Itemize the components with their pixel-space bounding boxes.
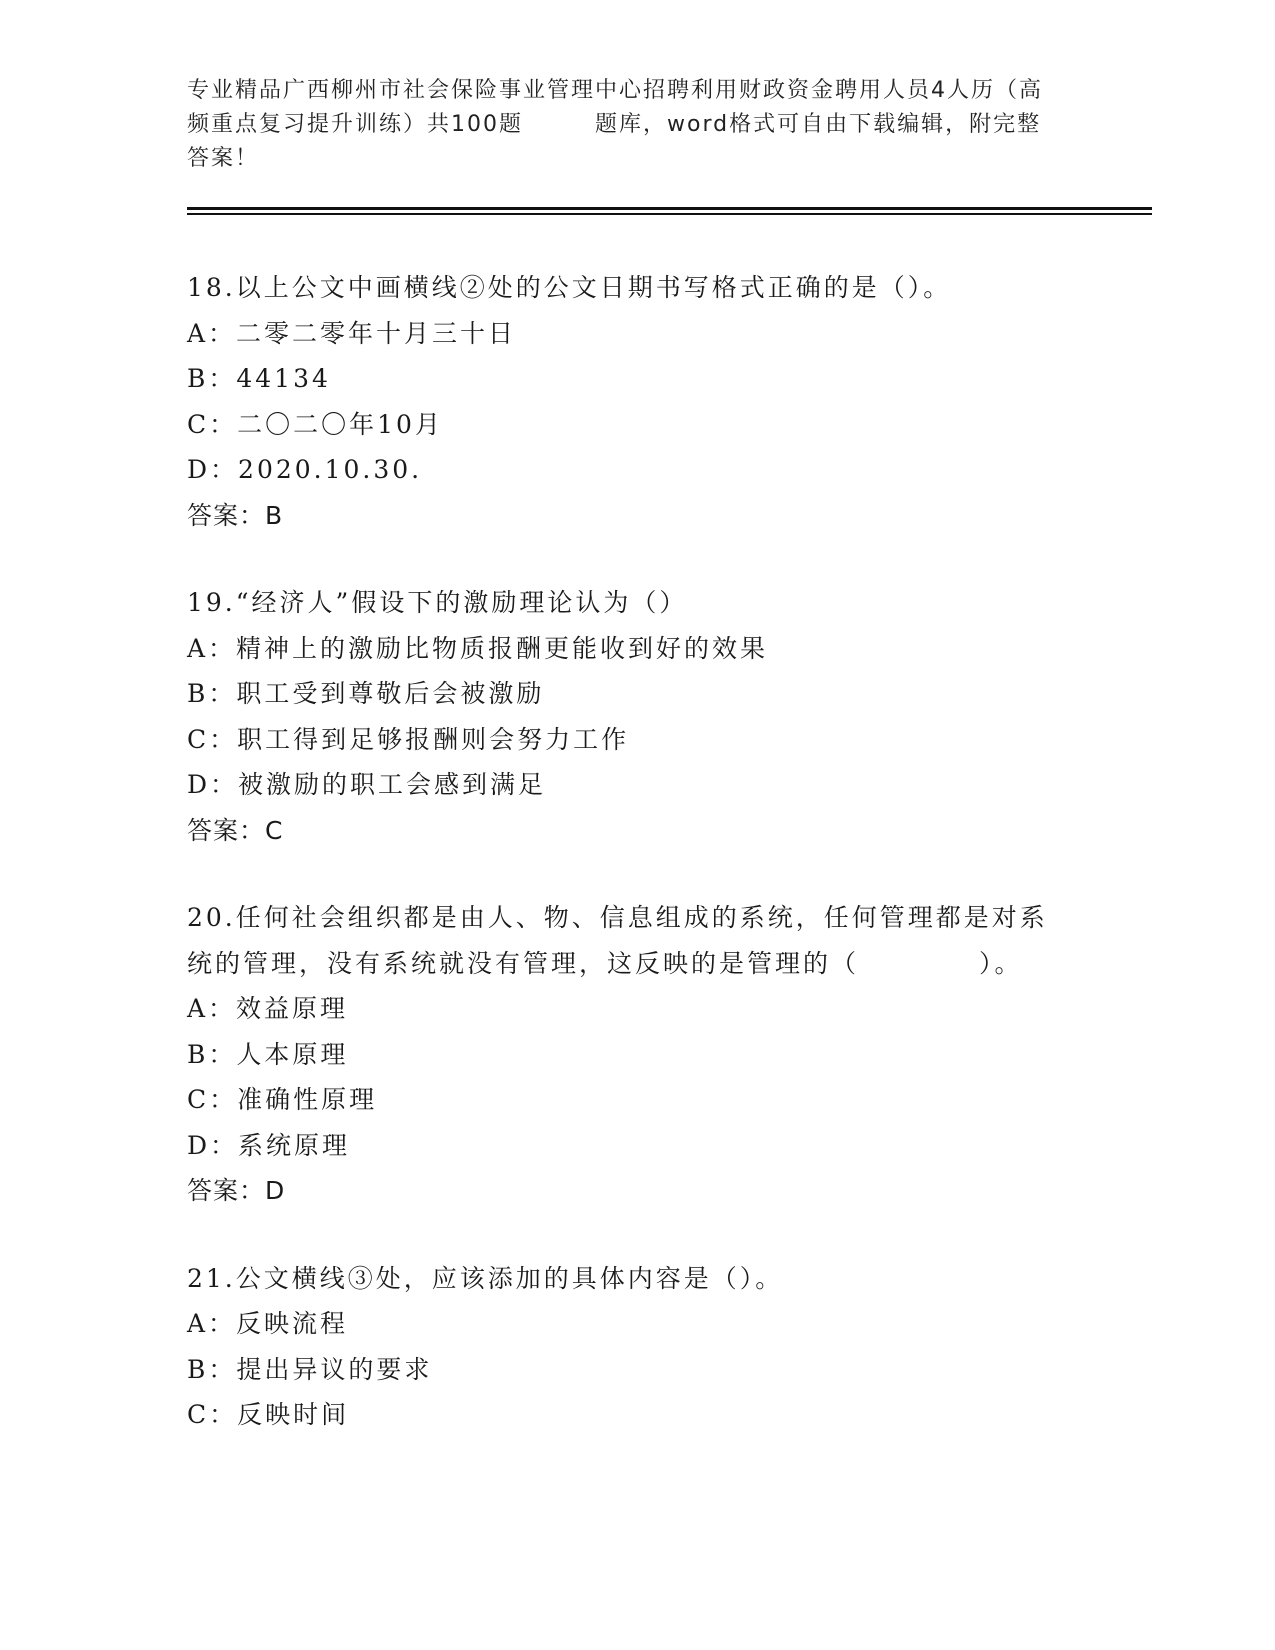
option-b: B：人本原理: [187, 1039, 349, 1069]
option-a: A：反映流程: [187, 1309, 349, 1338]
option-a: A：精神上的激励比物质报酬更能收到好的效果: [187, 633, 769, 663]
question-stem-end: ）。: [979, 948, 1023, 978]
option-c: C：准确性原理: [187, 1085, 378, 1114]
question-stem-line-2: [187, 941, 1087, 987]
header-divider-thick: [187, 207, 1152, 210]
header-divider-thin: [187, 213, 1152, 215]
option-d: D：系统原理: [187, 1130, 351, 1160]
option-c: C：反映时间: [187, 1400, 350, 1429]
header-line-2b: 题库，word格式可自由下载编辑，附完整: [595, 112, 1042, 137]
header-line-1: 专业精品广西柳州市社会保险事业管理中心招聘利用财政资金聘用人员4人历（高: [187, 78, 1043, 103]
question-18: [187, 265, 1087, 538]
option-c: C：职工得到足够报酬则会努力工作: [187, 724, 630, 754]
question-stem: 19.“经济人”假设下的激励理论认为（）: [187, 588, 688, 617]
option-a: A：效益原理: [187, 994, 349, 1023]
header-line-2: [187, 108, 1087, 142]
option-a: A：二零二零年十月三十日: [187, 318, 517, 348]
answer-label: 答案：C: [187, 815, 284, 845]
answer-label: 答案：D: [187, 1176, 286, 1205]
question-stem-part: 统的管理，没有系统就没有管理，这反映的是管理的（: [187, 948, 860, 978]
question-stem: 18.以上公文中画横线②处的公文日期书写格式正确的是（）。: [187, 273, 952, 302]
question-stem-line-1: 20.任何社会组织都是由人、物、信息组成的系统，任何管理都是对系: [187, 903, 1048, 932]
option-d: D：被激励的职工会感到满足: [187, 770, 547, 799]
option-c: C：二〇二〇年10月: [187, 409, 443, 439]
question-list: [187, 265, 1087, 1480]
header-line-2a: 频重点复习提升训练）共100题: [187, 112, 523, 137]
option-b: B：提出异议的要求: [187, 1354, 433, 1384]
question-19: [187, 580, 1087, 853]
option-b: B：职工受到尊敬后会被激励: [187, 679, 545, 708]
option-d: D：2020.10.30.: [187, 455, 423, 484]
question-stem: 21.公文横线③处，应该添加的具体内容是（）。: [187, 1263, 784, 1293]
option-b: B：44134: [187, 364, 331, 393]
question-20: [187, 895, 1087, 1214]
answer-label: 答案：B: [187, 500, 284, 530]
header-line-3: 答案！: [187, 146, 260, 171]
question-21: [187, 1256, 1087, 1438]
document-header: [187, 74, 1087, 176]
